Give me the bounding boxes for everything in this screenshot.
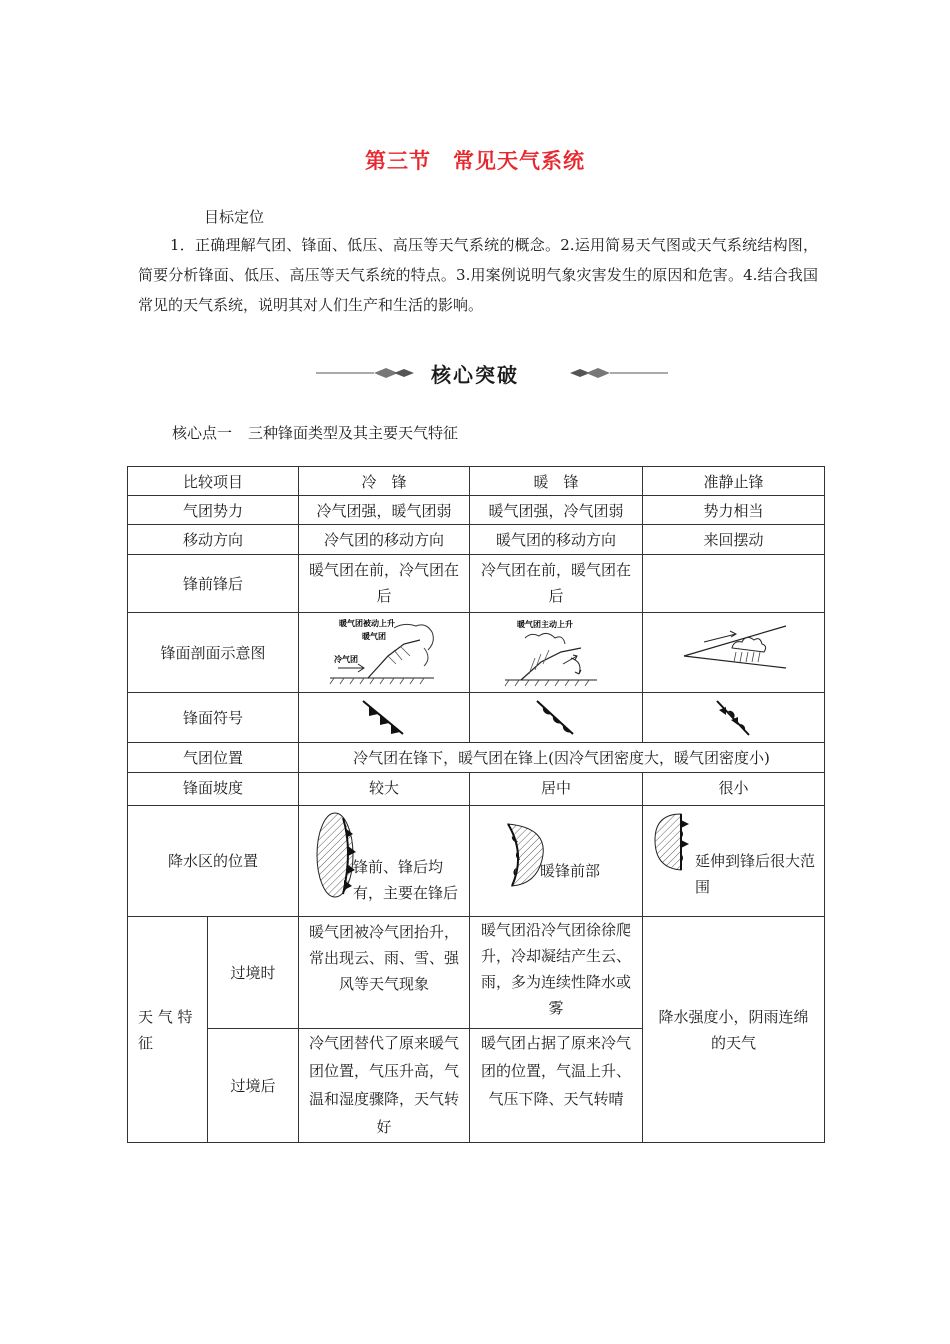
cell-rain-cold: [299, 806, 470, 917]
cold-front-profile-diagram: [299, 613, 470, 693]
warm-front-symbol: [470, 693, 643, 743]
cell-rain-stationary: [643, 806, 825, 917]
cell-force-cold: 冷气团强，暖气团弱: [299, 496, 470, 525]
cell-direction-cold: 冷气团的移动方向: [299, 525, 470, 555]
cell-slope-warm: 居中: [470, 773, 643, 806]
row-label-direction: 移动方向: [128, 525, 299, 555]
row-label-passing: 过境时: [208, 917, 299, 1029]
cell-force-warm: 暖气团强，冷气团弱: [470, 496, 643, 525]
cell-direction-stationary: 来回摆动: [643, 525, 825, 555]
cold-rain-text: 锋前、锋后均有，主要在锋后: [353, 858, 459, 902]
cell-force-stationary: 势力相当: [643, 496, 825, 525]
cell-weather-stationary: 降水强度小，阴雨连绵的天气: [643, 917, 825, 1143]
cell-passing-cold: 暖气团被冷气团抬升，常出现云、雨、雪、强风等天气现象: [299, 917, 470, 1029]
row-label-rain: 降水区的位置: [128, 806, 299, 917]
header-warm-front: 暖 锋: [470, 467, 643, 496]
table-row: [128, 693, 825, 743]
header-stationary-front: 准静止锋: [643, 467, 825, 496]
page-title: 第三节 常见天气系统: [365, 148, 585, 173]
stationary-rain-area-diagram: [651, 810, 701, 876]
section-banner: 核心突破: [431, 363, 519, 387]
table-row: [128, 743, 825, 773]
table-row: [128, 806, 825, 917]
cell-passing-warm: 暖气团沿冷气团徐徐爬升，冷却凝结产生云、雨，多为连续性降水或雾: [470, 917, 643, 1029]
cell-front-back-cold: 暖气团在前，冷气团在后: [299, 555, 470, 613]
row-label-slope: 锋面坡度: [128, 773, 299, 806]
core-point-title: 三种锋面类型及其主要天气特征: [248, 424, 459, 442]
stationary-rain-text: 延伸到锋后很大范围: [695, 852, 816, 896]
table-row: [128, 525, 825, 555]
row-label-force: 气团势力: [128, 496, 299, 525]
table-row: [128, 773, 825, 806]
core-point: [172, 422, 458, 443]
table-header-row: [128, 467, 825, 496]
cold-profile-label-rise: 暖气团被动上升: [339, 618, 396, 628]
cell-front-back-stationary: [643, 555, 825, 613]
row-label-symbol: 锋面符号: [128, 693, 299, 743]
cell-after-warm: 暖气团占据了原来冷气团的位置，气温上升、气压下降、天气转晴: [470, 1029, 643, 1143]
cell-position-value: 冷气团在锋下，暖气团在锋上(因冷气团密度大，暖气团密度小): [299, 743, 825, 773]
warm-profile-label-rise: 暖气团主动上升: [517, 619, 574, 629]
table-row: [128, 613, 825, 693]
cold-profile-label-warm: 暖气团: [362, 631, 387, 641]
cell-slope-cold: 较大: [299, 773, 470, 806]
core-point-label: 核心点一: [172, 424, 233, 442]
cell-slope-stationary: 很小: [643, 773, 825, 806]
goals-heading: 目标定位: [204, 208, 265, 226]
warm-rain-text: 暖锋前部: [540, 862, 601, 880]
row-label-profile: 锋面剖面示意图: [128, 613, 299, 693]
row-label-after: 过境后: [208, 1029, 299, 1143]
table-row: [128, 917, 825, 1029]
cold-profile-label-cold: 冷气团: [334, 654, 359, 664]
front-comparison-table: [127, 466, 825, 1143]
table-row: [128, 555, 825, 613]
header-cold-front: 冷 锋: [299, 467, 470, 496]
row-label-weather: 天 气 特 征: [128, 917, 208, 1143]
cell-front-back-warm: 冷气团在前，暖气团在后: [470, 555, 643, 613]
stationary-front-profile-diagram: [643, 613, 825, 693]
warm-front-profile-diagram: [470, 613, 643, 693]
row-label-front-back: 锋前锋后: [128, 555, 299, 613]
table-row: [128, 496, 825, 525]
cell-after-cold: 冷气团替代了原来暖气团位置，气压升高，气温和湿度骤降，天气转好: [299, 1029, 470, 1143]
goals-text: 1．正确理解气团、锋面、低压、高压等天气系统的概念。2.运用简易天气图或天气系统结构图，简要分析锋面、低压、高压等天气系统的特点。3.用案例说明气象灾害发生的原因和危害。4.结合我国常见的天气系统，说明其对人们生产和生活的影响。: [138, 236, 818, 314]
row-label-position: 气团位置: [128, 743, 299, 773]
cold-front-symbol: [299, 693, 470, 743]
header-compare-item: 比较项目: [128, 467, 299, 496]
stationary-front-symbol: [643, 693, 825, 743]
cell-direction-warm: 暖气团的移动方向: [470, 525, 643, 555]
cell-rain-warm: [470, 806, 643, 917]
